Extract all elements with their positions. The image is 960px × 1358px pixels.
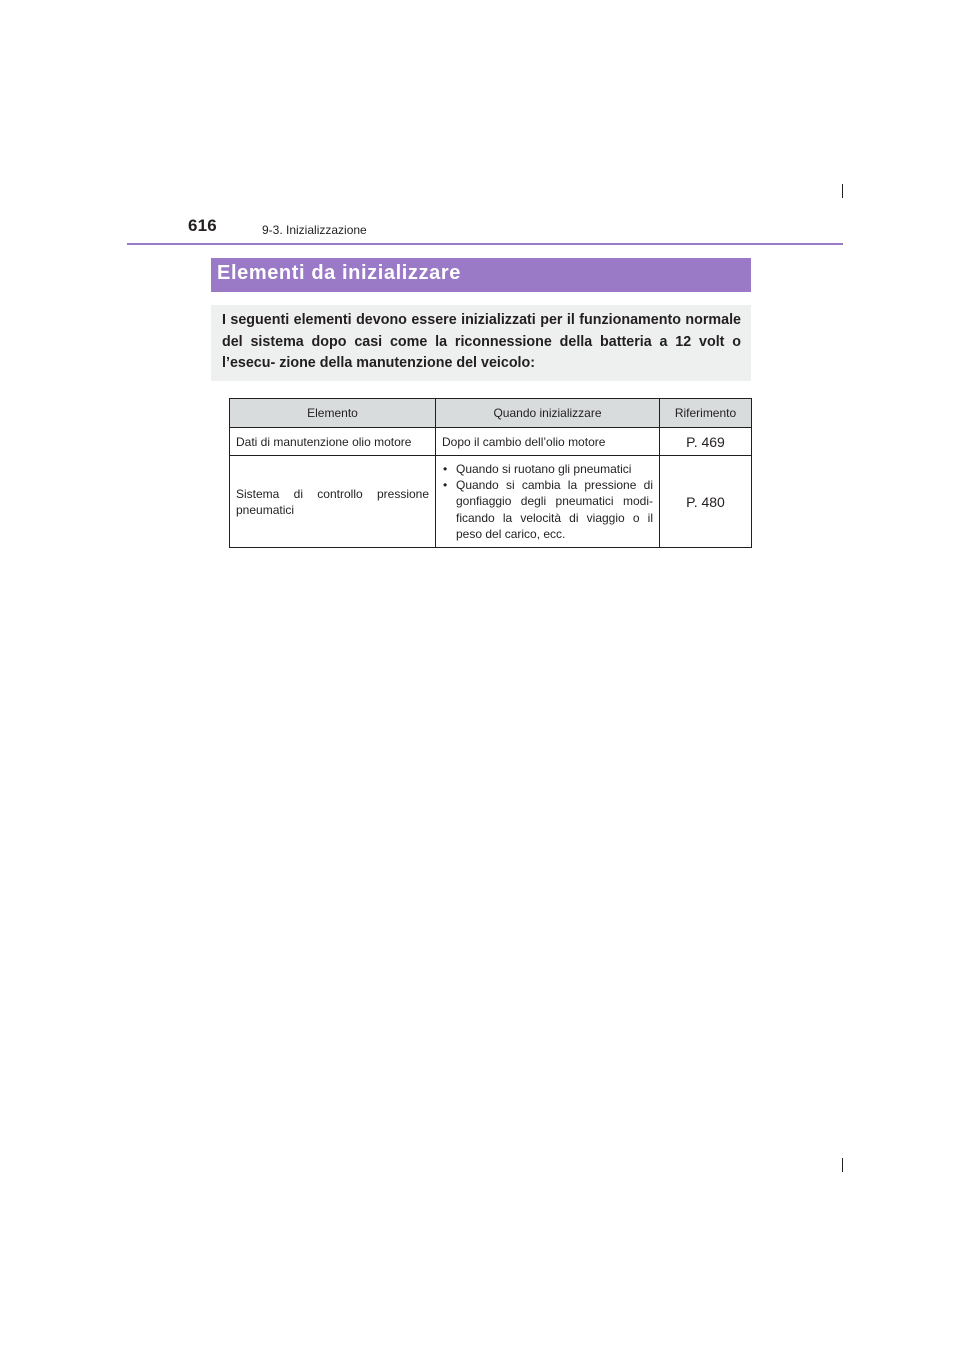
bullet-icon: • — [443, 478, 448, 493]
section-title: Elementi da inizializzare — [217, 262, 461, 284]
initialization-table — [229, 398, 752, 548]
list-item-text: Quando si ruotano gli pneumatici — [456, 461, 632, 476]
bullet-list — [442, 461, 653, 542]
column-header-when: Quando inizializzare — [436, 399, 660, 428]
cell-reference: P. 469 — [660, 428, 752, 456]
cell-when: Dopo il cambio dell’olio motore — [436, 428, 660, 456]
crop-mark-top — [842, 184, 843, 198]
crop-mark-bottom — [842, 1158, 843, 1172]
page-number: 616 — [188, 216, 217, 235]
intro-box — [211, 305, 751, 381]
header-rule — [127, 243, 843, 245]
cell-item: Dati di manutenzione olio motore — [230, 428, 436, 456]
column-header-item: Elemento — [230, 399, 436, 428]
list-item — [442, 461, 653, 477]
table-header-row — [230, 399, 752, 428]
cell-item: Sistema di controllo pressione pneumatici — [230, 456, 436, 548]
table-row — [230, 456, 752, 548]
section-banner — [211, 258, 751, 292]
running-header: 9-3. Inizializzazione — [262, 223, 367, 237]
cell-reference: P. 480 — [660, 456, 752, 548]
bullet-icon: • — [443, 461, 448, 476]
cell-when — [436, 456, 660, 548]
list-item — [442, 477, 653, 542]
column-header-reference: Riferimento — [660, 399, 752, 428]
table-row — [230, 428, 752, 456]
list-item-text: Quando si cambia la pressione di gonfiaggio degli pneumatici modi- ficando la velocità di viaggio o il peso del carico, ecc. — [456, 478, 653, 541]
intro-text: I seguenti elementi devono essere inizializzati per il funzionamento normale del sistema dopo casi come la riconnessione della batteria a 12 volt o l’esecu- zione della manutenzione del veicolo: — [222, 312, 741, 371]
